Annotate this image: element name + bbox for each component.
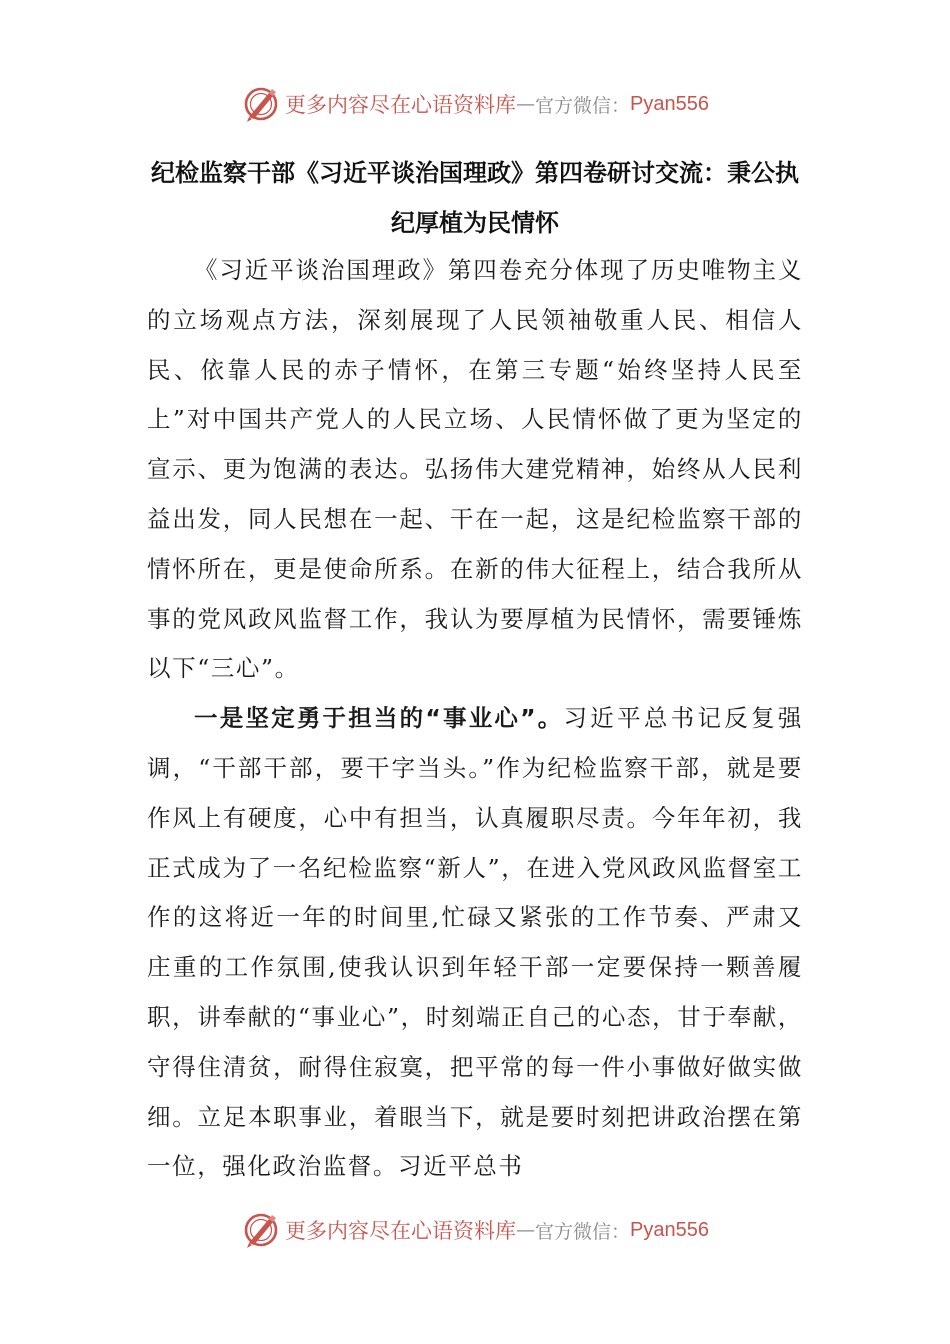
banner-official-label: 官方微信： [535, 94, 631, 117]
banner-dash: — [516, 1219, 535, 1241]
pen-logo-icon [241, 84, 281, 124]
paragraph-body-text: 习近平总书记反复强调，“干部干部，要干字当头。”作为纪检监察干部，就是要作风上有硬度，心中有担当，认真履职尽责。今年年初，我正式成为了一名纪检监察“新人”，在进入党风政风监督室工作的这将近一年的时间里,忙碌又紧张的工作节奏、严肃又庄重的工作氛围,使我认识到年轻干部一定要保持一颗善履职，讲奉献的“事业心”，时刻端正自己的心态，甘于奉献，守得住清贫，耐得住寂寞，把平常的每一件小事做好做实做细。立足本职事业，着眼当下，就是要时刻把讲政治摆在第一位，强化政治监督。习近平总书 [147, 704, 804, 1181]
document-title: 纪检监察干部《习近平谈治国理政》第四卷研讨交流：秉公执纪厚植为民情怀 [151, 159, 799, 237]
banner-dash: — [516, 93, 535, 115]
paragraph-intro: 《习近平谈治国理政》第四卷充分体现了历史唯物主义的立场观点方法，深刻展现了人民领袖敬重人民、相信人民、依靠人民的赤子情怀，在第三专题“始终坚持人民至上”对中国共产党人的人民立场、人民情怀做了更为坚定的宣示、更为饱满的表达。弘扬伟大建党精神，始终从人民利益出发，同人民想在一起、干在一起，这是纪检监察干部的情怀所在，更是使命所系。在新的伟大征程上，结合我所从事的党风政风监督工作，我认为要厚植为民情怀，需要锤炼以下“三心”。 [147, 256, 803, 683]
banner-main-text: 更多内容尽在心语资料库 [285, 93, 516, 117]
banner-wechat-id: Pyan556 [630, 92, 709, 115]
pen-logo-icon [241, 1210, 281, 1250]
banner-main-text: 更多内容尽在心语资料库 [285, 1219, 516, 1243]
banner-official-label: 官方微信： [535, 1220, 631, 1243]
paragraph-career-heart [147, 694, 803, 1192]
footer-banner [0, 1208, 950, 1252]
header-banner [0, 82, 950, 126]
document-body [147, 246, 803, 1192]
banner-wechat-id: Pyan556 [630, 1218, 709, 1241]
paragraph-lead-heading: 一是坚定勇于担当的“事业心”。 [194, 704, 564, 733]
